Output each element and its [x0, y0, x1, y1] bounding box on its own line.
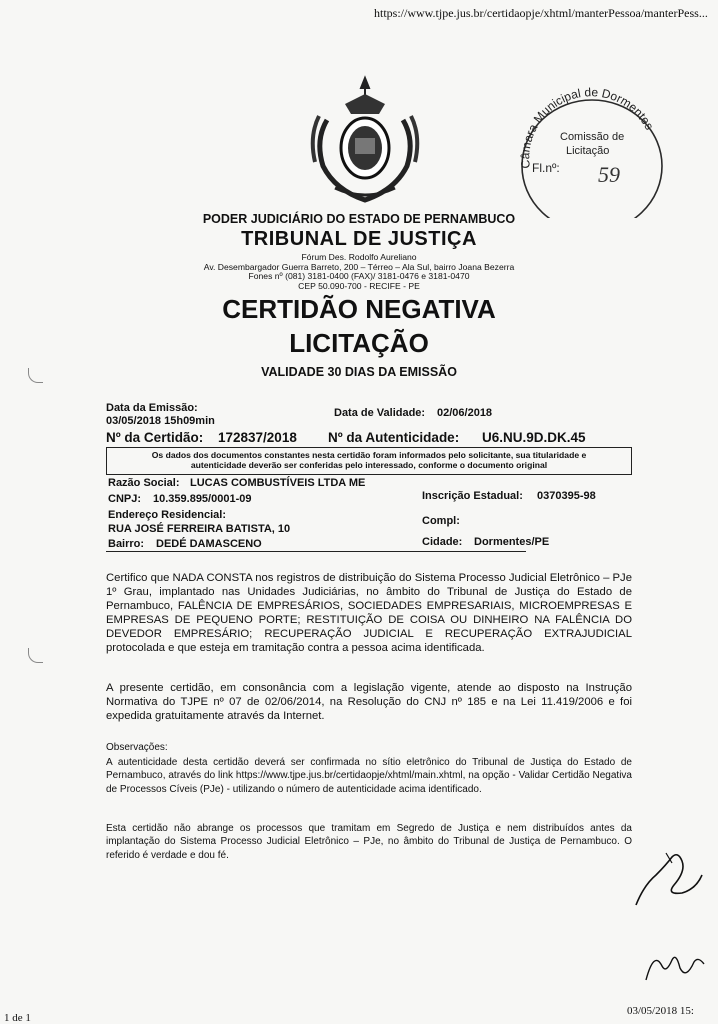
bairro-label: Bairro: — [108, 538, 145, 550]
coat-of-arms-icon — [305, 70, 425, 210]
page-url: https://www.tjpe.jus.br/certidaopje/xhtml/manterPessoa/manterPess... — [374, 6, 708, 20]
validity-note: VALIDADE 30 DIAS DA EMISSÃO — [261, 365, 457, 379]
body-paragraph-4: Esta certidão não abrange os processos que tramitam em Segredo de Justiça e nem distribuídos antes da implantação do Sistema Processo Judicial Eletrônico – PJe, no âmbito do Tribunal de Justiça de Pernambuco. O referido é verdade e dou fé. — [106, 823, 632, 861]
punch-hole-mark — [28, 648, 43, 663]
autenticidade-label: Nº da Autenticidade: — [328, 430, 460, 445]
body-paragraph-3: A autenticidade desta certidão deverá ser confirmada no sítio eletrônico do Tribunal de Justiça do Estado de Pernambuco, através do link https://www.tjpe.jus.br/certidaopje/xhtml/main.xhtml, na opção - Validar Certidão Negativa de Processos Cíveis (PJe) - utilizando o número de autenticidade acima identificado. — [106, 757, 632, 795]
inscricao-label: Inscrição Estadual: — [422, 490, 523, 502]
page-number: 1 de 1 — [4, 1012, 31, 1024]
observacoes-label: Observações: — [106, 742, 168, 753]
svg-text:59: 59 — [598, 162, 620, 187]
licitacao-stamp — [510, 78, 670, 218]
certidao-label: Nº da Certidão: — [106, 430, 204, 445]
cidade-value: Dormentes/PE — [474, 536, 550, 548]
cnpj-label: CNPJ: — [108, 493, 142, 505]
svg-text:Comissão de: Comissão de — [560, 131, 625, 143]
endereco-value: RUA JOSÉ FERREIRA BATISTA, 10 — [108, 523, 291, 535]
bleed-through-heading — [255, 125, 261, 152]
bairro-value: DEDÉ DAMASCENO — [156, 538, 262, 550]
document-title: CERTIDÃO NEGATIVA — [222, 294, 496, 324]
razao-value: LUCAS COMBUSTÍVEIS LTDA ME — [190, 477, 366, 489]
svg-text:Câmara Municipal de Dormentes: Câmara Municipal de Dormentes — [518, 85, 657, 170]
emission-label: Data da Emissão: — [106, 402, 198, 414]
court-address: Fórum Des. Rodolfo Aureliano Av. Desembargador Guerra Barreto, 200 – Térreo – Ala Sul, bairro Joana Bezerra Fones nº (081) 3181-0400 (FAX)/ 3181-0476 e 3181-0470 CEP 50.090-700 - RECIFE - PE — [203, 252, 515, 291]
compl-label: Compl: — [422, 515, 460, 527]
signature-icon — [626, 845, 706, 915]
cidade-label: Cidade: — [422, 536, 463, 548]
autenticidade-value: U6.NU.9D.DK.45 — [482, 430, 586, 445]
svg-text:Licitação: Licitação — [566, 145, 610, 157]
court-name: PODER JUDICIÁRIO DO ESTADO DE PERNAMBUCO — [202, 212, 516, 226]
inscricao-value: 0370395-98 — [537, 490, 596, 502]
razao-label: Razão Social: — [108, 477, 180, 489]
svg-text:Fl.nº:: Fl.nº: — [532, 161, 560, 175]
endereco-label: Endereço Residencial: — [108, 509, 226, 521]
divider — [106, 551, 526, 552]
initials-signature-icon — [640, 940, 710, 990]
punch-hole-mark — [28, 368, 43, 383]
certidao-value: 172837/2018 — [218, 430, 297, 445]
validity-value: 02/06/2018 — [437, 407, 493, 419]
print-timestamp: 03/05/2018 15: — [627, 1005, 694, 1017]
emission-value: 03/05/2018 15h09min — [106, 415, 215, 427]
body-paragraph-2: A presente certidão, em consonância com a legislação vigente, atende ao disposto na Instrução Normativa do TJPE nº 07 de 02/06/2014, na Resolução do CNJ nº 185 e na Lei 11.419/2006 e foi expedida gratuitamente através da Internet. — [106, 682, 632, 722]
tribunal-title: TRIBUNAL DE JUSTIÇA — [241, 228, 477, 250]
notice-box: Os dados dos documentos constantes nesta certidão foram informados pelo solicitante, sua titularidade e autenticidade deverão ser conferidas pelo interessado, conforme o documento original — [106, 447, 632, 475]
cnpj-value: 10.359.895/0001-09 — [153, 493, 252, 505]
body-paragraph-1: Certifico que NADA CONSTA nos registros de distribuição do Sistema Processo Judicial Eletrônico – PJe 1º Grau, implantado nas Unidades Judiciárias, no âmbito do Tribunal de Justiça do Estado de Pernambuco, FALÊNCIA DE EMPRESÁRIOS, SOCIEDADES EMPRESARIAIS, MICROEMPRESAS E EMPRESAS DE PEQUENO PORTE; RESTITUIÇÃO DE COISA OU DINHEIRO NA FALÊNCIA DO DEVEDOR EMPRESÁRIO; RECUPERAÇÃO JUDICIAL E RECUPERAÇÃO EXTRAJUDICIAL protocolada e que esteja em tramitação contra a pessoa acima identificada. — [106, 572, 632, 654]
document-subtitle: LICITAÇÃO — [289, 328, 429, 358]
validity-label: Data de Validade: — [334, 407, 426, 419]
